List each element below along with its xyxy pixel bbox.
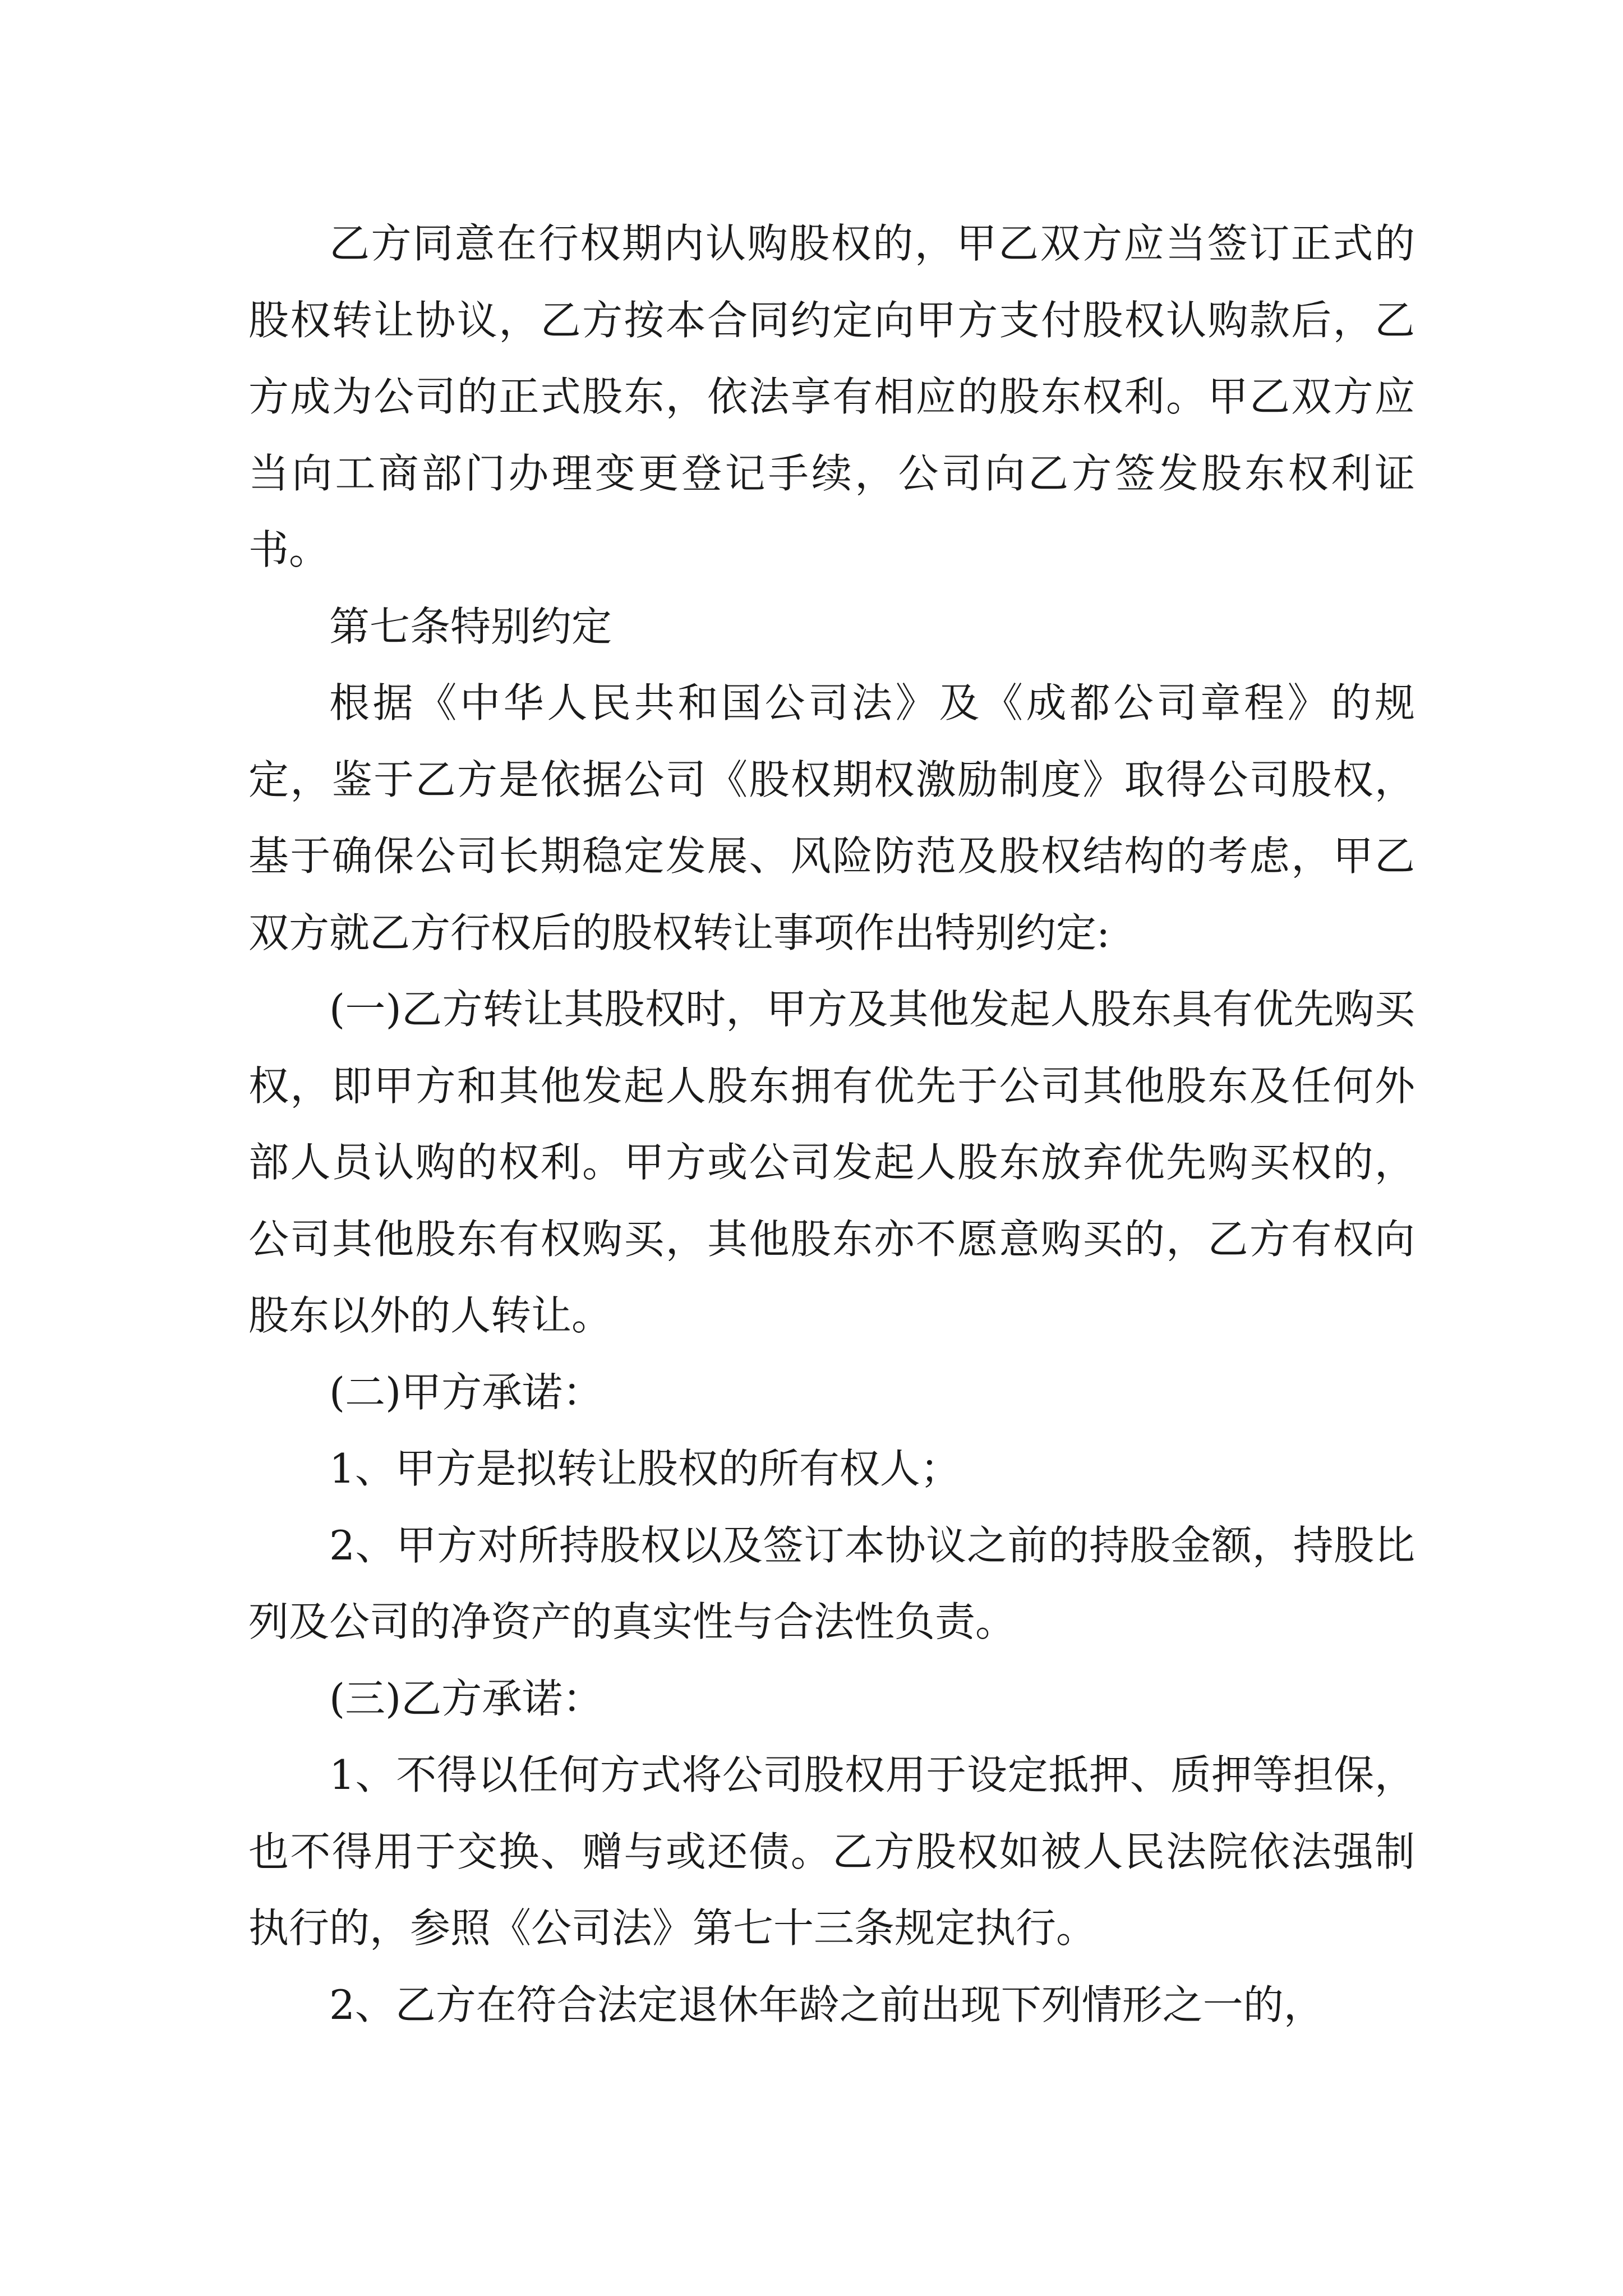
party-b-commitment-heading: (三)乙方承诺：: [329, 1674, 603, 1722]
party-a-commitment-item-2: 2、甲方对所持股权以及签订本协议之前的持股金额，持股比列及公司的净资产的真实性与合法性负责。: [248, 1521, 1415, 1645]
party-a-commitment-heading: (二)甲方承诺：: [329, 1368, 603, 1416]
party-b-commitment-item-1: 1、不得以任何方式将公司股权用于设定抵押、质押等担保，也不得用于交换、赠与或还债。乙方股权如被人民法院依法强制执行的，参照《公司法》第七十三条规定执行。: [248, 1751, 1415, 1952]
article-seven-heading: 第七条特别约定: [329, 602, 612, 650]
party-b-commitment-item-2: 2、乙方在符合法定退休年龄之前出现下列情形之一的，: [329, 1981, 1324, 2028]
paragraph-preemptive-right: (一)乙方转让其股权时，甲方及其他发起人股东具有优先购买权，即甲方和其他发起人股东拥有优先于公司其他股东及任何外部人员认购的权利。甲方或公司发起人股东放弃优先购买权的，公司其他股东有权购买，其他股东亦不愿意购买的，乙方有权向股东以外的人转让。: [248, 986, 1415, 1339]
document-body: [248, 205, 1415, 2043]
paragraph-subscription-agreement: 乙方同意在行权期内认购股权的，甲乙双方应当签订正式的股权转让协议，乙方按本合同约定向甲方支付股权认购款后，乙方成为公司的正式股东，依法享有相应的股东权利。甲乙双方应当向工商部门办理变更登记手续，公司向乙方签发股东权利证书。: [248, 220, 1415, 573]
party-a-commitment-item-1: 1、甲方是拟转让股权的所有权人；: [329, 1445, 961, 1492]
paragraph-special-agreement-basis: 根据《中华人民共和国公司法》及《成都公司章程》的规定，鉴于乙方是依据公司《股权期权激励制度》取得公司股权，基于确保公司长期稳定发展、风险防范及股权结构的考虑，甲乙双方就乙方行权后的股权转让事项作出特别约定:: [248, 679, 1415, 956]
